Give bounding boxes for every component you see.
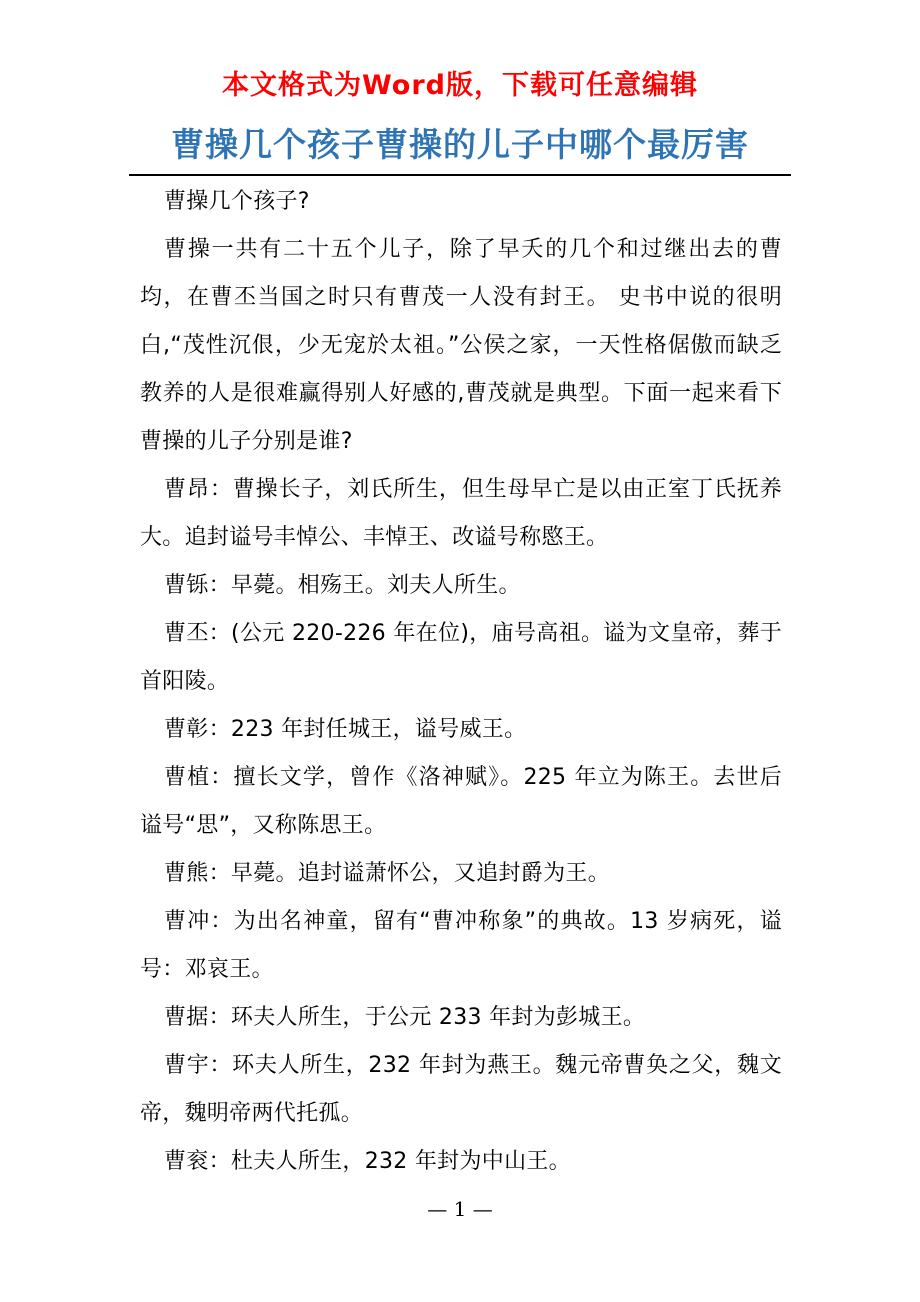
paragraph-cao-shuo: 曹铄：早薨。相殇王。刘夫人所生。 (164, 573, 521, 598)
format-notice-banner: 本文格式为Word版，下载可任意编辑 (221, 70, 698, 101)
paragraph-cao-pi: 曹丕：(公元 220-226 年在位)，庙号高祖。谥为文皇帝，葬于首阳陵。 (140, 621, 782, 694)
paragraph-question: 曹操几个孩子? (164, 189, 310, 214)
document-body (140, 178, 782, 1186)
paragraph-cao-ju: 曹据：环夫人所生，于公元 233 年封为彭城王。 (164, 1005, 646, 1030)
document-title: 曹操几个孩子曹操的儿子中哪个最厉害 (171, 125, 749, 164)
page-number: — 1 — (427, 1197, 493, 1221)
paragraph-cao-gun: 曹衮：杜夫人所生，232 年封为中山王。 (164, 1149, 571, 1174)
paragraph-intro: 曹操一共有二十五个儿子，除了早夭的几个和过继出去的曹均，在曹丕当国之时只有曹茂一人没有封王。 史书中说的很明白,“茂性沉佷，少无宠於太祖。”公侯之家，一天性格倨傲而缺乏教养的人是很难赢得别人好感的,曹茂就是典型。下面一起来看下曹操的儿子分别是谁? (140, 237, 782, 454)
paragraph-cao-yu: 曹宇：环夫人所生，232 年封为燕王。魏元帝曹奂之父，魏文帝，魏明帝两代托孤。 (140, 1053, 782, 1126)
paragraph-cao-ang: 曹昂：曹操长子，刘氏所生，但生母早亡是以由正室丁氏抚养大。追封谥号丰悼公、丰悼王、改谥号称愍王。 (140, 477, 782, 550)
paragraph-cao-chong: 曹冲：为出名神童，留有“曹冲称象”的典故。13 岁病死，谥号：邓哀王。 (140, 909, 782, 982)
paragraph-cao-zhi: 曹植：擅长文学，曾作《洛神赋》。225 年立为陈王。去世后谥号“思”，又称陈思王。 (140, 765, 782, 838)
paragraph-cao-xiong: 曹熊：早薨。追封谥萧怀公，又追封爵为王。 (164, 861, 611, 886)
paragraph-cao-zhang: 曹彰：223 年封任城王，谥号威王。 (164, 717, 527, 742)
title-divider (129, 174, 791, 176)
